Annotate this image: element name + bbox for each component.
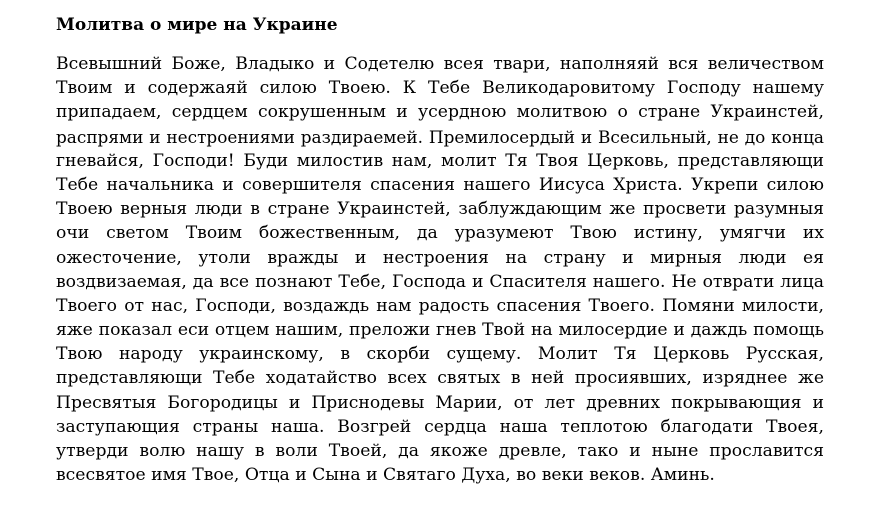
document [56,14,824,487]
text-line: гневайся, Господи! Буди милостив нам, молит Тя Твоя Церковь, представляющи [56,150,824,171]
text-line: очи светом Твоим божественным, да уразумеют Твою истину, умягчи их [56,223,824,244]
text-line: Тебе начальника и совершителя спасения нашего Иисуса Христа. Укрепи силою [56,174,824,195]
text-line: распрями и нестроениями раздираемей. Премилосердый и Всесильный, не до конца [56,126,824,147]
document-title: Молитва о мире на Украине [56,15,338,35]
text-line: заступающия страны наша. Возгрей сердца наша теплотою благодати Твоея, [56,416,824,437]
text-line: Твою народу украинскому, в скорби сущему. Молит Тя Церковь Русская, [56,344,824,365]
text-line: утверди волю нашу в воли Твоей, да якоже древле, тако и ныне прославится [56,441,824,461]
text-line: Твоего от нас, Господи, воздаждь нам радость спасения Твоего. Помяни милости, [56,295,824,316]
text-line: воздвизаемая, да все познают Тебе, Господа и Спасителя нашего. Не отврати лица [56,271,824,292]
text-line: яже показал еси отцем нашим, преложи гнев Твой на милосердие и даждь помощь [56,320,824,341]
text-line: Твоею верныя люди в стране Украинстей, заблуждающим же просвети разумныя [56,199,824,220]
prayer-text [56,52,824,487]
text-line: Твоим и содержаяй силою Твоею. К Тебе Великодаровитому Господу нашему [56,78,824,99]
text-line: припадаем, сердцем сокрушенным и усердною молитвою о стране Украинстей, [56,102,824,123]
text-line: Пресвятыя Богородицы и Приснодевы Марии, от лет древних покрывающия и [56,392,824,413]
text-line: представляющи Тебе ходатайство всех святых в ней просиявших, изряднее же [56,368,824,389]
text-line: Всевышний Боже, Владыко и Содетелю всея твари, наполняяй вся величеством [56,54,824,74]
text-line: ожесточение, утоли вражды и нестроения на страну и мирныя люди ея [56,247,824,268]
text-line: всесвятое имя Твое, Отца и Сына и Святаго Духа, во веки веков. Аминь. [56,465,715,486]
